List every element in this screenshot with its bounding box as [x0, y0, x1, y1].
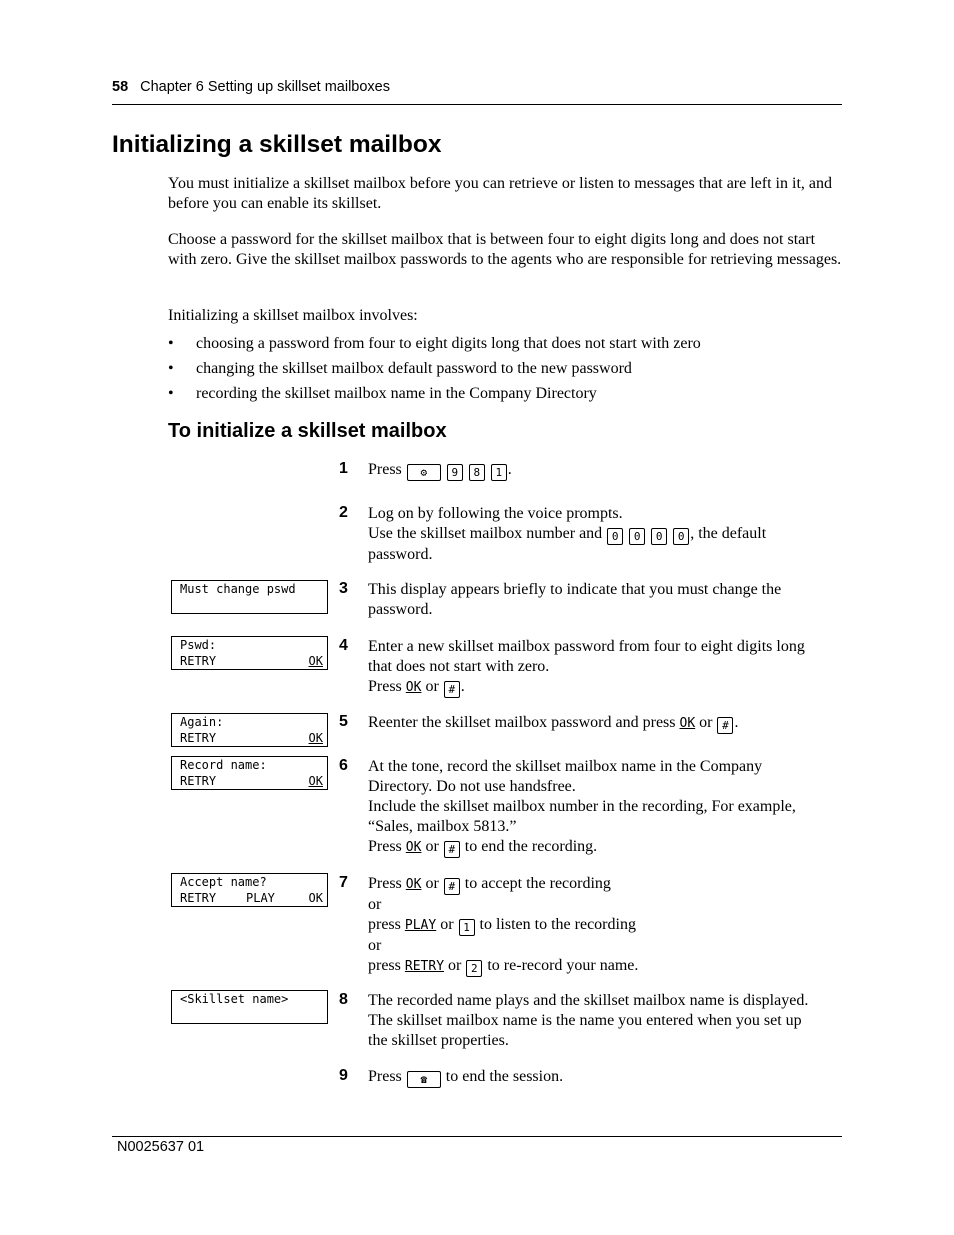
ok-softkey: OK — [405, 680, 422, 695]
procedure-title: To initialize a skillset mailbox — [168, 420, 447, 442]
dial-key: 9 — [447, 464, 463, 481]
intro-paragraph-2: Choose a password for the skillset mailbox that is between four to eight digits long and does not start with zero. Give the skillset mailbox passwords to the agents who are responsible for retrieving messages. — [168, 231, 842, 268]
dial-key: 1 — [491, 464, 507, 481]
phone-display: <Skillset name> — [171, 990, 328, 1024]
step-number: 5 — [339, 713, 348, 730]
phone-display: Pswd: RETRY OK — [171, 636, 328, 670]
step-4-text: Enter a new skillset mailbox password from four to eight digits long that does not start with zero. Press OK or # . — [368, 638, 805, 696]
bullet-dot: • — [168, 335, 174, 352]
ok-softkey: OK — [405, 877, 422, 892]
dial-key: 2 — [466, 960, 482, 977]
bullet-item: • choosing a password from four to eight digits long that does not start with zero — [168, 335, 701, 352]
pound-key: # — [444, 841, 460, 858]
dial-key: 8 — [469, 464, 485, 481]
section-title: Initializing a skillset mailbox — [112, 131, 442, 158]
step-1-text: Press ⚙ 9 8 1 . — [368, 461, 512, 479]
intro-paragraph-1: You must initialize a skillset mailbox before you can retrieve or listen to messages that are left in it, and before you can enable its skillset. — [168, 175, 832, 212]
dial-key: 0 — [651, 528, 667, 545]
step-number: 9 — [339, 1067, 348, 1084]
phone-display: Must change pswd — [171, 580, 328, 614]
release-key-icon: ☎ — [407, 1071, 441, 1088]
dial-key: 1 — [459, 919, 475, 936]
step-6-text: At the tone, record the skillset mailbox name in the Company Directory. Do not use handsfree. Include the skillset mailbox number in the recording, For example, “Sales, mailbox 5813.” Press OK or # to end the recording. — [368, 758, 796, 856]
bullet-item: • recording the skillset mailbox name in the Company Directory — [168, 385, 597, 402]
step-7-text: Press OK or # to accept the recording or press PLAY or 1 to listen to the recording or press RETRY or 2 to re-record your name. — [368, 875, 639, 975]
step-number: 8 — [339, 991, 348, 1008]
phone-display: Record name: RETRY OK — [171, 756, 328, 790]
step-number: 4 — [339, 637, 348, 654]
step-number: 7 — [339, 874, 348, 891]
phone-display: Accept name? RETRY PLAY OK — [171, 873, 328, 907]
play-softkey: PLAY — [404, 918, 437, 933]
pound-key: # — [444, 681, 460, 698]
dial-key: 0 — [673, 528, 689, 545]
step-2-text: Log on by following the voice prompts. Use the skillset mailbox number and 0 0 0 0 , the default password. — [368, 505, 767, 563]
feature-key-icon: ⚙ — [407, 464, 441, 481]
step-number: 1 — [339, 460, 348, 477]
document-number: N0025637 01 — [117, 1139, 205, 1155]
ok-softkey: OK — [405, 840, 422, 855]
chapter-title: Chapter 6 Setting up skillset mailboxes — [140, 79, 390, 95]
step-5-text: Reenter the skillset mailbox password and press OK or # . — [368, 714, 739, 732]
step-3-text: This display appears briefly to indicate that you must change the password. — [368, 581, 782, 618]
phone-display: Again: RETRY OK — [171, 713, 328, 747]
retry-softkey: RETRY — [404, 959, 445, 974]
intro-paragraph-3: Initializing a skillset mailbox involves: — [168, 307, 418, 324]
step-8-text: The recorded name plays and the skillset mailbox name is displayed. The skillset mailbox name is the name you entered when you set up the skillset properties. — [368, 992, 809, 1049]
page-number: 58 — [112, 79, 129, 95]
bullet-dot: • — [168, 360, 174, 377]
step-number: 6 — [339, 757, 348, 774]
ok-softkey: OK — [679, 716, 696, 731]
step-number: 3 — [339, 580, 348, 597]
step-number: 2 — [339, 504, 348, 521]
bullet-dot: • — [168, 385, 174, 402]
bullet-item: • changing the skillset mailbox default password to the new password — [168, 360, 632, 377]
running-header — [112, 79, 842, 95]
header-rule — [112, 104, 842, 105]
dial-key: 0 — [629, 528, 645, 545]
pound-key: # — [444, 878, 460, 895]
step-9-text: Press ☎ to end the session. — [368, 1068, 564, 1086]
pound-key: # — [717, 717, 733, 734]
footer-rule — [112, 1136, 842, 1137]
dial-key: 0 — [607, 528, 623, 545]
